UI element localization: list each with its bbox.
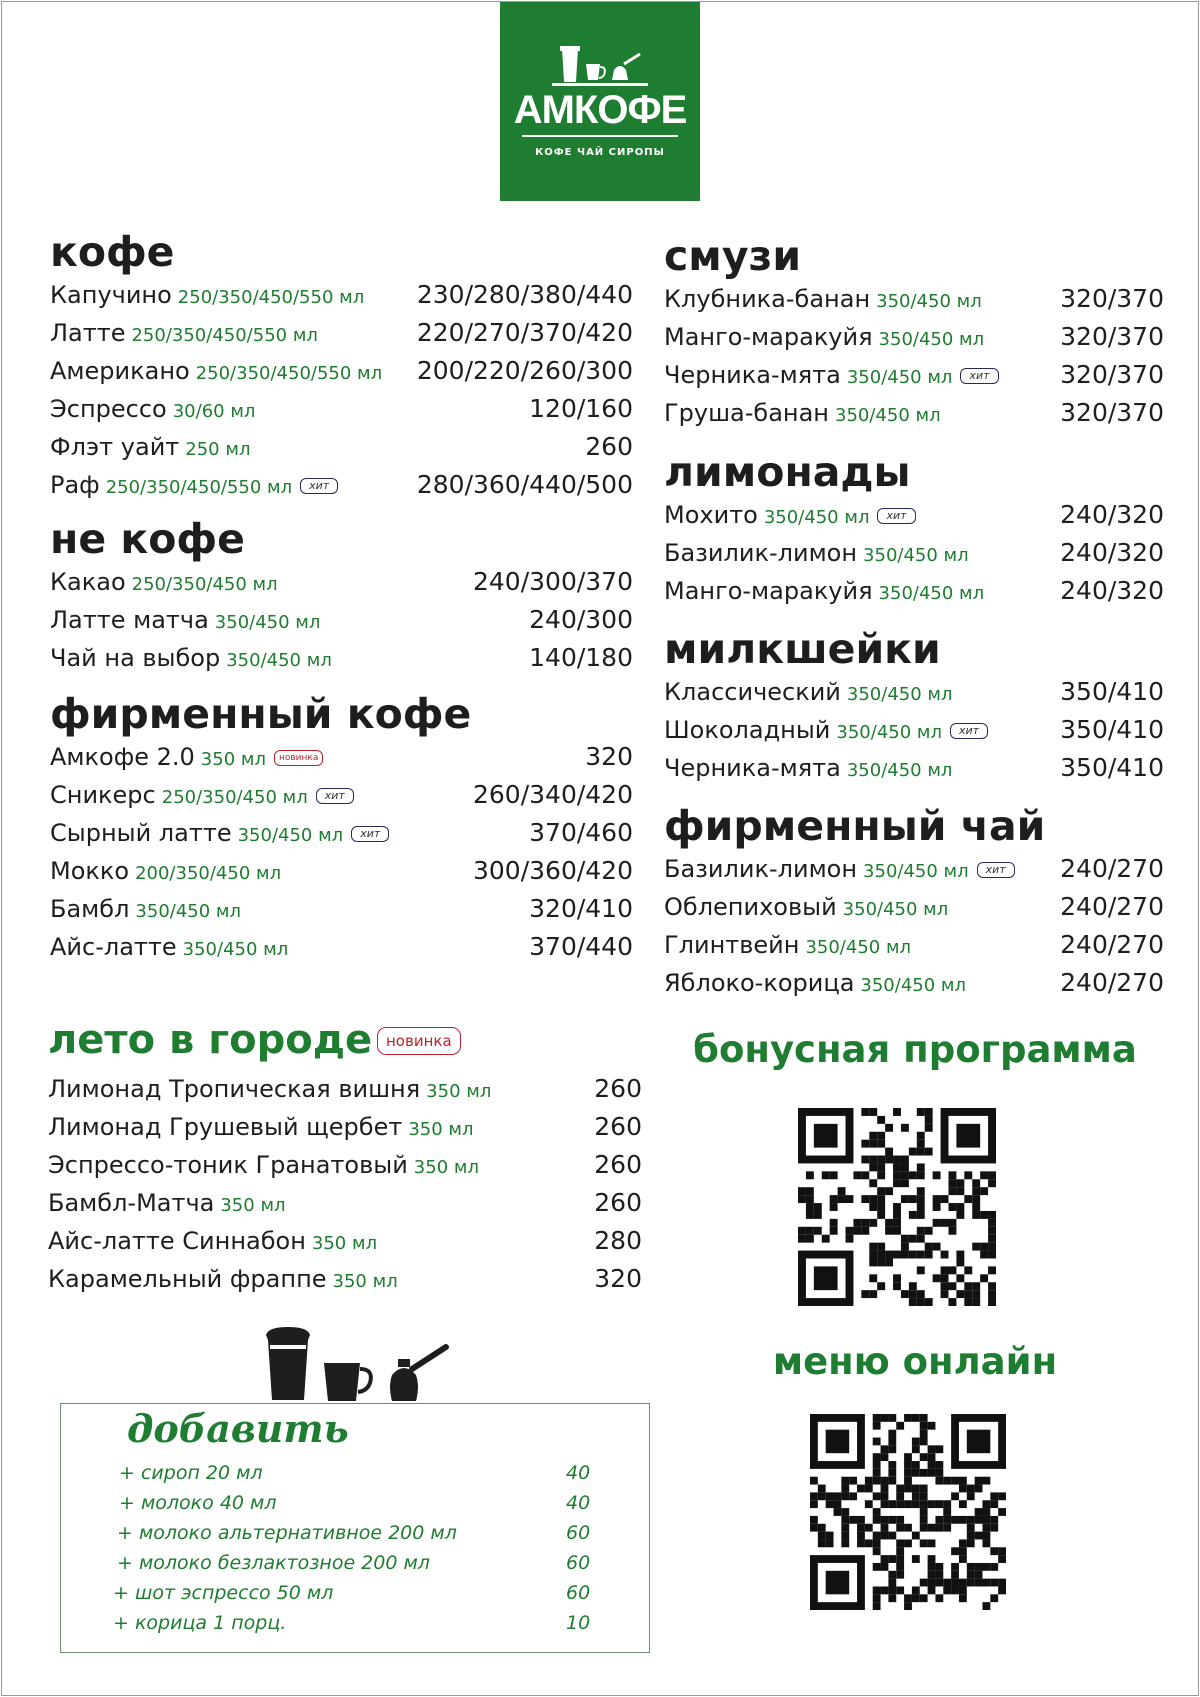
item-price: 140/180: [529, 643, 633, 672]
item-volume: 350/450 мл: [214, 612, 321, 633]
section-title: лето в городе: [48, 1017, 373, 1063]
section-title: лимонады: [664, 448, 911, 496]
item-price: 280: [594, 1226, 642, 1255]
item-name: Яблоко-корица: [664, 969, 855, 997]
hit-badge: хит: [316, 788, 354, 804]
menu-item: [50, 314, 633, 352]
item-price: 350/410: [1060, 677, 1164, 706]
item-name: Глинтвейн: [664, 931, 800, 959]
item-name: Облепиховый: [664, 893, 837, 921]
brand-name: АМКОФЕ: [513, 88, 687, 132]
item-price: 370/460: [529, 818, 633, 847]
item-name: Раф: [50, 471, 100, 499]
menu-item: [48, 1070, 642, 1108]
item-volume: 250/350/450/550 мл: [195, 363, 383, 384]
menu-item: [50, 890, 633, 928]
item-volume: 350 мл: [413, 1157, 479, 1178]
item-volume: 350/450 мл: [805, 937, 912, 958]
item-volume: 200/350/450 мл: [135, 863, 282, 884]
brand-tagline: КОФЕ ЧАЙ СИРОПЫ: [535, 147, 665, 158]
new-badge: новинка: [274, 750, 323, 766]
item-price: 230/280/380/440: [416, 280, 633, 309]
item-price: 320/370: [1060, 360, 1164, 389]
item-price: 240/320: [1060, 500, 1164, 529]
item-volume: 350/450 мл: [763, 507, 870, 528]
menu-item: [48, 1146, 642, 1184]
menu-item: [50, 390, 633, 428]
item-name: Бамбл-Матча: [48, 1189, 215, 1217]
section-title: фирменный чай: [664, 802, 1046, 850]
item-name: Флэт уайт: [50, 433, 180, 461]
item-volume: 350/450 мл: [835, 405, 941, 426]
item-volume: 350/450 мл: [842, 899, 949, 920]
bonus-qr-code-icon[interactable]: [798, 1108, 996, 1306]
online-menu-title: меню онлайн: [772, 1340, 1058, 1383]
item-price: 280/360/440/500: [416, 470, 633, 499]
addon-name: + молоко альтернативное 200 мл: [117, 1522, 457, 1544]
item-price: 350/410: [1060, 753, 1164, 782]
hit-badge: хит: [351, 826, 389, 842]
item-price: 320/370: [1060, 322, 1164, 351]
menu-item: [664, 964, 1164, 1002]
section-title: смузи: [664, 232, 802, 280]
item-volume: 350 мл: [408, 1119, 474, 1140]
addon-name: + корица 1 порц.: [113, 1612, 287, 1634]
addons-title: добавить: [127, 1406, 349, 1451]
menu-item: [664, 534, 1164, 572]
item-volume: 250/350/450/550 мл: [105, 477, 293, 498]
item-name: Лимонад Тропическая вишня: [48, 1075, 421, 1103]
item-price: 260: [594, 1188, 642, 1217]
item-price: 260: [594, 1150, 642, 1179]
section-title: милкшейки: [664, 625, 941, 673]
item-volume: 350 мл: [200, 749, 266, 770]
section-not-coffee: [50, 515, 633, 677]
menu-item: [664, 318, 1164, 356]
section-signature-tea: [664, 802, 1164, 1002]
addon-price: 60: [566, 1552, 591, 1574]
item-volume: 350 мл: [220, 1195, 286, 1216]
section-title: фирменный кофе: [50, 690, 472, 738]
item-price: 370/440: [529, 932, 633, 961]
bonus-program-title: бонусная программа: [693, 1028, 1137, 1071]
menu-item: [50, 563, 633, 601]
item-price: 220/270/370/420: [416, 318, 633, 347]
hit-badge: хит: [977, 862, 1015, 878]
item-name: Амкофе 2.0: [50, 743, 195, 771]
addon-price: 60: [566, 1582, 591, 1604]
hit-badge: хит: [950, 723, 988, 739]
item-volume: 350/450 мл: [836, 722, 942, 743]
menu-item: [664, 280, 1164, 318]
hit-badge: хит: [300, 478, 338, 494]
item-price: 240/270: [1060, 930, 1164, 959]
item-name: Какао: [50, 568, 126, 596]
item-volume: 250/350/450/550 мл: [131, 325, 318, 346]
item-name: Базилик-лимон: [664, 855, 858, 883]
menu-item: [50, 776, 633, 814]
item-name: Мокко: [50, 857, 130, 885]
addon-name: + сироп 20 мл: [119, 1462, 263, 1484]
menu-item: [50, 814, 633, 852]
item-volume: 350/450 мл: [846, 684, 953, 705]
menu-item: [664, 850, 1164, 888]
addon-item: [61, 1612, 649, 1642]
item-price: 260/340/420: [473, 780, 633, 809]
online-menu-qr-code-icon[interactable]: [810, 1414, 1006, 1610]
item-volume: 350/450 мл: [876, 291, 982, 312]
item-price: 260: [594, 1112, 642, 1141]
item-name: Сырный латте: [50, 819, 232, 847]
item-name: Черника-мята: [664, 361, 841, 389]
menu-item: [664, 888, 1164, 926]
section-signature-coffee: [50, 690, 633, 966]
item-price: 240/270: [1060, 854, 1164, 883]
menu-item: [50, 601, 633, 639]
item-name: Груша-банан: [664, 399, 829, 427]
addon-item: [61, 1582, 649, 1612]
item-price: 260: [594, 1074, 642, 1103]
item-name: Карамельный фраппе: [48, 1265, 327, 1293]
menu-item: [48, 1222, 642, 1260]
item-price: 320/370: [1060, 284, 1164, 313]
addon-price: 40: [566, 1492, 591, 1514]
menu-item: [50, 428, 633, 466]
new-badge: новинка: [377, 1027, 461, 1055]
item-price: 240/270: [1060, 892, 1164, 921]
item-name: Латте: [50, 319, 126, 347]
item-price: 240/320: [1060, 576, 1164, 605]
menu-item: [50, 466, 633, 504]
menu-item: [664, 394, 1164, 432]
menu-item: [48, 1184, 642, 1222]
item-name: Лимонад Грушевый щербет: [48, 1113, 403, 1141]
item-volume: 350/450 мл: [846, 367, 953, 388]
item-price: 320/370: [1060, 398, 1164, 427]
item-name: Айс-латте: [50, 933, 177, 961]
item-volume: 30/60 мл: [172, 401, 256, 422]
item-price: 240/300/370: [473, 567, 633, 596]
item-price: 240/300: [529, 605, 633, 634]
logo: [500, 2, 700, 201]
item-volume: 350/450 мл: [846, 760, 953, 781]
addon-item: [61, 1552, 649, 1582]
item-price: 320: [585, 742, 633, 771]
section-title: не кофе: [50, 515, 245, 563]
menu-item: [664, 356, 1164, 394]
section-coffee: [50, 228, 633, 504]
item-name: Клубника-банан: [664, 285, 871, 313]
item-name: Чай на выбор: [50, 644, 221, 672]
section-lemonades: [664, 448, 1164, 610]
cups-logo-icon: [552, 42, 648, 86]
item-name: Классический: [664, 678, 841, 706]
item-volume: 250/350/450/550 мл: [177, 287, 365, 308]
item-volume: 350/450 мл: [182, 939, 289, 960]
addon-price: 60: [566, 1522, 591, 1544]
item-price: 260: [585, 432, 633, 461]
item-volume: 350/450 мл: [237, 825, 344, 846]
item-price: 120/160: [529, 394, 633, 423]
item-volume: 250/350/450 мл: [161, 787, 308, 808]
item-name: Капучино: [50, 281, 172, 309]
menu-item: [664, 496, 1164, 534]
item-volume: 350 мл: [426, 1081, 492, 1102]
addons-box: [60, 1403, 650, 1653]
addon-price: 40: [566, 1462, 591, 1484]
item-price: 240/320: [1060, 538, 1164, 567]
item-volume: 350/450 мл: [135, 901, 242, 922]
addon-item: [61, 1492, 649, 1522]
menu-item: [664, 572, 1164, 610]
item-volume: 350 мл: [311, 1233, 378, 1254]
addon-name: + молоко 40 мл: [119, 1492, 277, 1514]
item-price: 200/220/260/300: [416, 356, 633, 385]
item-name: Эспрессо-тоник Гранатовый: [48, 1151, 408, 1179]
item-name: Сникерс: [50, 781, 156, 809]
cups-illustration-icon: [262, 1325, 462, 1405]
menu-item: [664, 926, 1164, 964]
item-volume: 350/450 мл: [863, 861, 969, 882]
menu-item: [50, 276, 633, 314]
item-name: Американо: [50, 357, 190, 385]
item-volume: 250 мл: [185, 439, 251, 460]
menu-item: [664, 673, 1164, 711]
addon-item: [61, 1462, 649, 1492]
item-name: Манго-маракуйя: [664, 577, 873, 605]
item-name: Мохито: [664, 501, 758, 529]
item-volume: 350/450 мл: [878, 583, 985, 604]
menu-item: [50, 928, 633, 966]
item-price: 240/270: [1060, 968, 1164, 997]
section-summer: [48, 1016, 642, 1298]
item-name: Базилик-лимон: [664, 539, 858, 567]
item-name: Манго-маракуйя: [664, 323, 873, 351]
menu-item: [50, 352, 633, 390]
menu-item: [50, 738, 633, 776]
menu-item: [50, 852, 633, 890]
logo-divider: [522, 135, 678, 137]
menu-item: [48, 1108, 642, 1146]
item-volume: 350/450 мл: [863, 545, 969, 566]
section-smoothies: [664, 232, 1164, 432]
addon-name: + шот эспрессо 50 мл: [113, 1582, 334, 1604]
item-price: 320: [594, 1264, 642, 1293]
hit-badge: хит: [877, 508, 915, 524]
section-milkshakes: [664, 625, 1164, 787]
addon-item: [61, 1522, 649, 1552]
item-name: Шоколадный: [664, 716, 831, 744]
item-price: 320/410: [529, 894, 633, 923]
item-volume: 350 мл: [332, 1271, 398, 1292]
item-price: 350/410: [1060, 715, 1164, 744]
menu-item: [48, 1260, 642, 1298]
item-volume: 350/450 мл: [860, 975, 966, 996]
item-volume: 350/450 мл: [226, 650, 332, 671]
item-name: Латте матча: [50, 606, 209, 634]
menu-item: [664, 749, 1164, 787]
menu-item: [664, 711, 1164, 749]
section-title: кофе: [50, 228, 175, 276]
item-volume: 350/450 мл: [878, 329, 985, 350]
item-name: Бамбл: [50, 895, 130, 923]
menu-item: [50, 639, 633, 677]
addon-price: 10: [566, 1612, 591, 1634]
hit-badge: хит: [960, 368, 998, 384]
item-name: Черника-мята: [664, 754, 841, 782]
item-name: Айс-латте Синнабон: [48, 1227, 306, 1255]
item-name: Эспрессо: [50, 395, 167, 423]
item-volume: 250/350/450 мл: [131, 574, 278, 595]
addon-name: + молоко безлактозное 200 мл: [117, 1552, 430, 1574]
item-price: 300/360/420: [473, 856, 633, 885]
